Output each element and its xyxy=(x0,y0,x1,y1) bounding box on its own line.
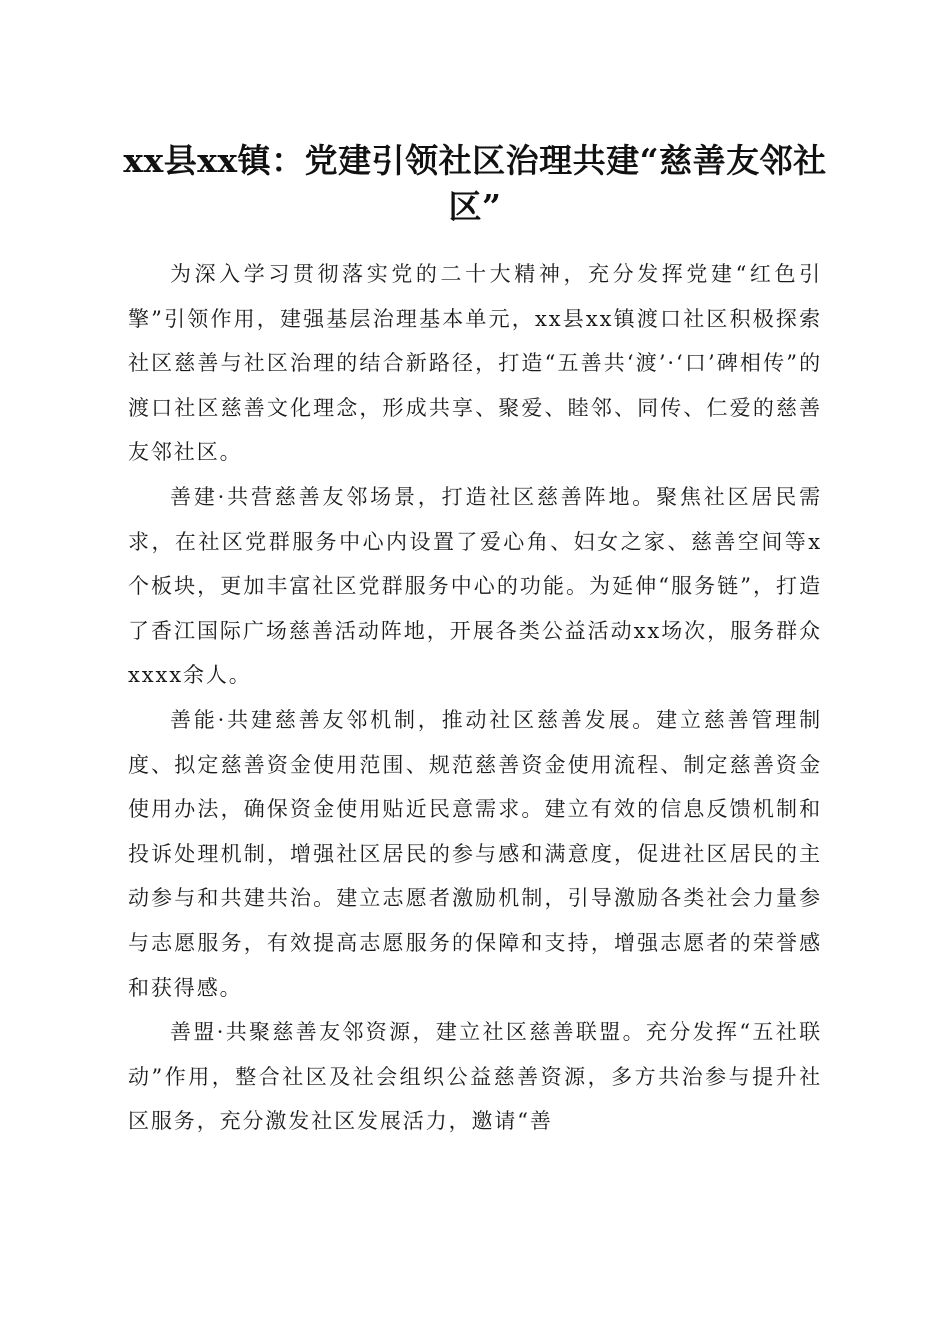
document-title: xx县xx镇：党建引领社区治理共建“慈善友邻社区” xyxy=(123,141,827,226)
document-body xyxy=(128,252,822,1144)
paragraph-shanneng: 善能·共建慈善友邻机制，推动社区慈善发展。建立慈善管理制度、拟定慈善资金使用范围、规范慈善资金使用流程、制定慈善资金使用办法，确保资金使用贴近民意需求。建立有效的信息反馈机制和投诉处理机制，增强社区居民的参与感和满意度，促进社区居民的主动参与和共建共治。建立志愿者激励机制，引导激励各类社会力量参与志愿服务，有效提高志愿服务的保障和支持，增强志愿者的荣誉感和获得感。 xyxy=(128,707,822,1000)
paragraph-shanmeng: 善盟·共聚慈善友邻资源，建立社区慈善联盟。充分发挥“五社联动”作用，整合社区及社会组织公益慈善资源，多方共治参与提升社区服务，充分激发社区发展活力，邀请“善 xyxy=(128,1020,822,1134)
paragraph-shanjian: 善建·共营慈善友邻场景，打造社区慈善阵地。聚焦社区居民需求，在社区党群服务中心内设置了爱心角、妇女之家、慈善空间等x个板块，更加丰富社区党群服务中心的功能。为延伸“服务链”，打造了香江国际广场慈善活动阵地，开展各类公益活动xx场次，服务群众xxxx余人。 xyxy=(128,484,822,688)
paragraph-intro: 为深入学习贯彻落实党的二十大精神，充分发挥党建“红色引擎”引领作用，建强基层治理基本单元，xx县xx镇渡口社区积极探索社区慈善与社区治理的结合新路径，打造“五善共‘渡’·‘口’碑相传”的渡口社区慈善文化理念，形成共享、聚爱、睦邻、同传、仁爱的慈善友邻社区。 xyxy=(128,262,822,465)
